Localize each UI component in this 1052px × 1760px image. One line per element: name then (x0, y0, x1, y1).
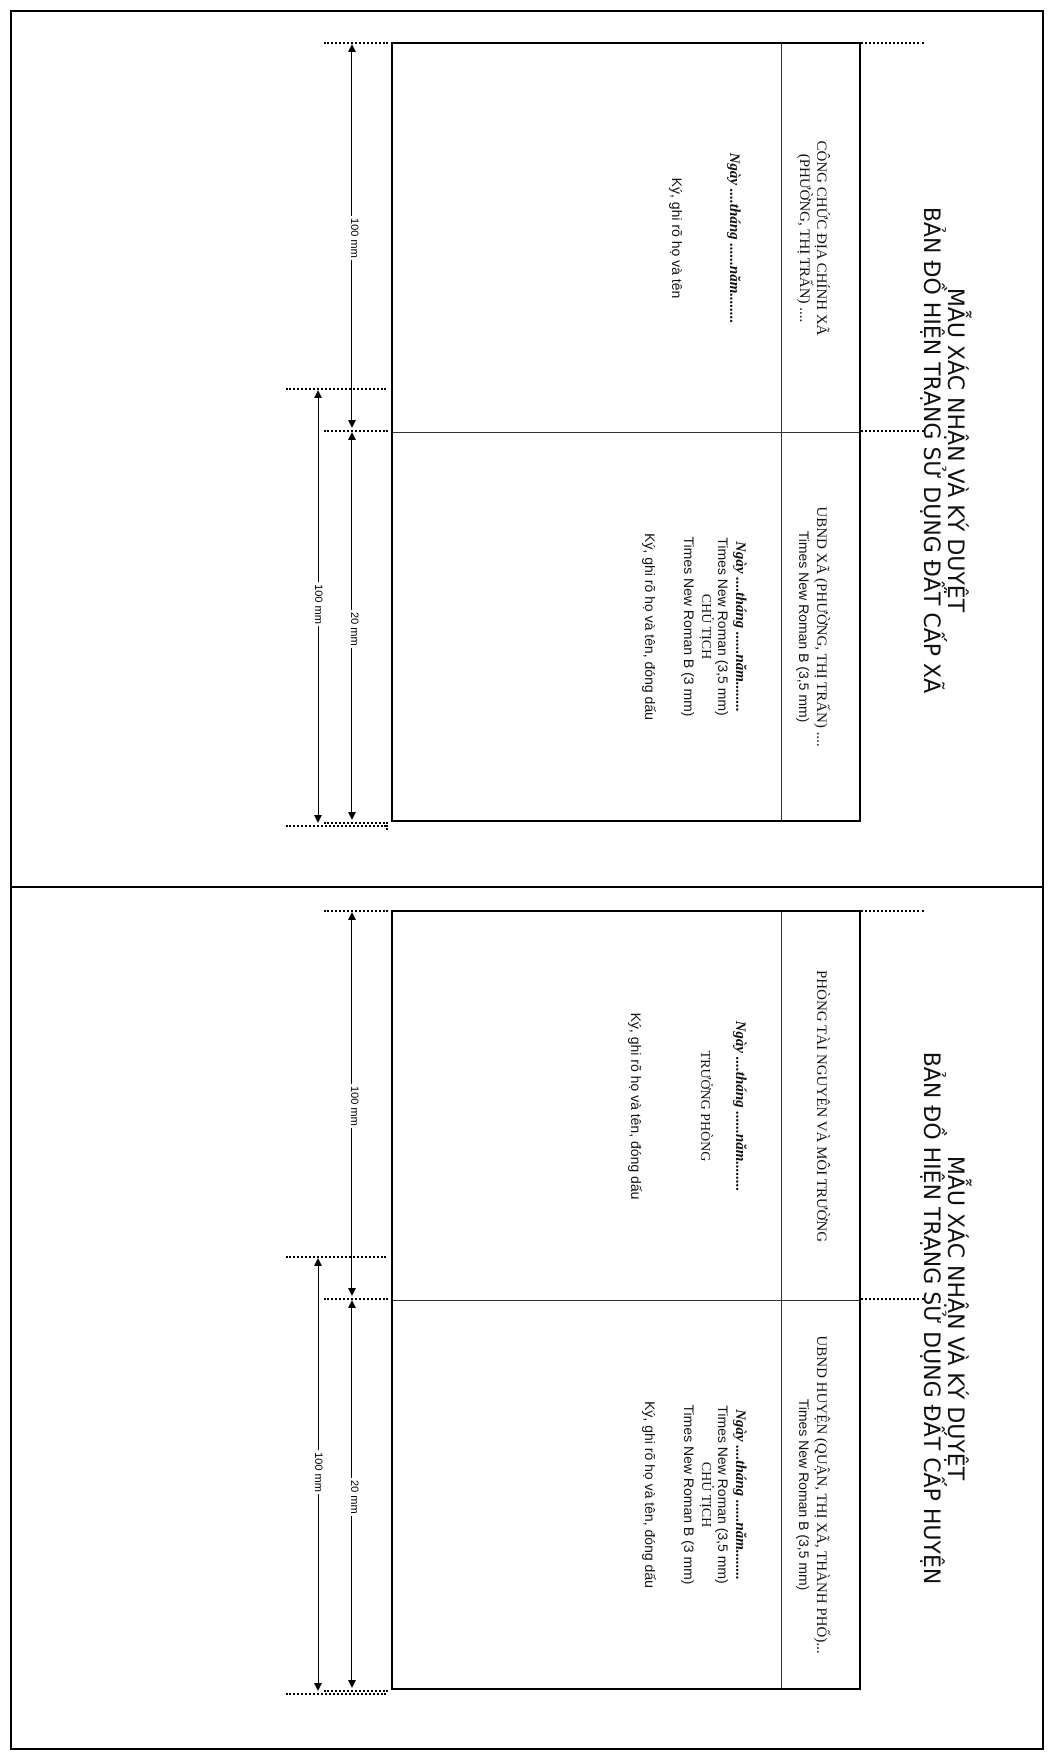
district-committee-panel (641, 1301, 859, 1688)
cadastral-officer-title: CÔNG CHỨC ĐỊA CHÍNH XÃ (813, 140, 829, 336)
dim-extension (286, 825, 386, 827)
commune-cadastral-panel (668, 44, 859, 432)
dept-head-title: TRƯỞNG PHÒNG (697, 1050, 712, 1162)
arrowhead (348, 432, 356, 440)
date-line: Ngày ....tháng ......năm........ (732, 1409, 748, 1580)
committee-title: UBND HUYỆN (QUẬN, THỊ XÃ, THÀNH PHỐ)... (813, 1335, 829, 1654)
dim-extension (324, 822, 388, 824)
commune-rotated-content (0, 10, 1052, 890)
arrowhead (348, 912, 356, 920)
dim-extension (324, 910, 388, 912)
dim-extension (861, 1298, 924, 1300)
font-note-date: Times New Roman (3,5 mm) (715, 537, 731, 716)
arrowhead (348, 44, 356, 52)
dept-title: PHÒNG TÀI NGUYÊN VÀ MÔI TRƯỜNG (813, 969, 829, 1243)
arrowhead (348, 812, 356, 820)
font-note-chair: Times New Roman B (3 mm) (681, 1404, 697, 1585)
commune-committee-panel (641, 433, 859, 820)
district-stamp-box (391, 910, 861, 1690)
dim-label-width: 100 mm (348, 1086, 360, 1126)
dim-extension (324, 430, 388, 432)
dim-extension (286, 1693, 386, 1695)
cadastral-officer-subtitle: (PHƯỜNG, THỊ TRẤN) .... (796, 153, 812, 323)
signature-instruction: Ký, ghi rõ họ và tên, đóng dấu (642, 533, 658, 720)
dim-extension (286, 1256, 386, 1258)
dim-extension (286, 388, 386, 390)
dim-extension (861, 42, 924, 44)
arrowhead (348, 1300, 356, 1308)
commune-sheet (0, 10, 1052, 890)
commune-title-line1: MẪU XÁC NHẬN VÀ KÝ DUYỆT (942, 287, 967, 613)
chair-title: CHỦ TỊCH (698, 1461, 713, 1528)
signature-instruction: Ký, ghi rõ họ và tên, đóng dấu (642, 1401, 658, 1588)
dim-extension (324, 42, 388, 44)
date-line: Ngày ....tháng ......năm........ (732, 541, 748, 712)
date-line: Ngày ....tháng ......năm........ (732, 1020, 748, 1192)
date-line: Ngày ....tháng ......năm........ (726, 152, 742, 324)
arrowhead (314, 1683, 322, 1691)
dim-extension (861, 430, 924, 432)
dim-extension (861, 910, 924, 912)
dim-label-width: 100 mm (348, 218, 360, 258)
arrowhead (314, 1258, 322, 1266)
font-note-chair: Times New Roman B (3 mm) (681, 536, 697, 717)
signature-instruction: Ký, ghi rõ họ và tên, đóng dấu (628, 1012, 644, 1200)
arrowhead (348, 1288, 356, 1296)
district-title-line1: MẪU XÁC NHẬN VÀ KÝ DUYỆT (942, 1155, 967, 1481)
dim-label-height: 100 mm (311, 1452, 324, 1492)
signature-instruction: Ký, ghi rõ họ và tên (669, 177, 685, 299)
district-dept-panel (627, 912, 859, 1300)
dim-label-header: 20 mm (348, 612, 360, 646)
district-rotated-content (0, 878, 1052, 1758)
arrowhead (348, 1680, 356, 1688)
dim-extension (324, 1298, 388, 1300)
district-title-line2: BẢN ĐỒ HIỆN TRẠNG SỬ DỤNG ĐẤT CẤP HUYỆN (918, 1051, 943, 1585)
arrowhead (314, 390, 322, 398)
dim-extension (324, 1690, 388, 1692)
chair-title: CHỦ TỊCH (698, 593, 713, 660)
font-note-header: Times New Roman B (3,5 mm) (796, 1398, 812, 1591)
dim-label-height: 100 mm (311, 584, 324, 624)
arrowhead (348, 420, 356, 428)
district-sheet (0, 878, 1052, 1758)
font-note-date: Times New Roman (3,5 mm) (715, 1405, 731, 1584)
commune-title-line2: BẢN ĐỒ HIỆN TRẠNG SỬ DỤNG ĐẤT CẤP XÃ (918, 206, 943, 694)
font-note-header: Times New Roman B (3,5 mm) (796, 530, 812, 723)
committee-title: UBND XÃ (PHƯỜNG, THỊ TRẤN) .... (813, 506, 829, 747)
commune-stamp-box (391, 42, 861, 822)
arrowhead (314, 815, 322, 823)
dim-label-header: 20 mm (348, 1480, 360, 1514)
